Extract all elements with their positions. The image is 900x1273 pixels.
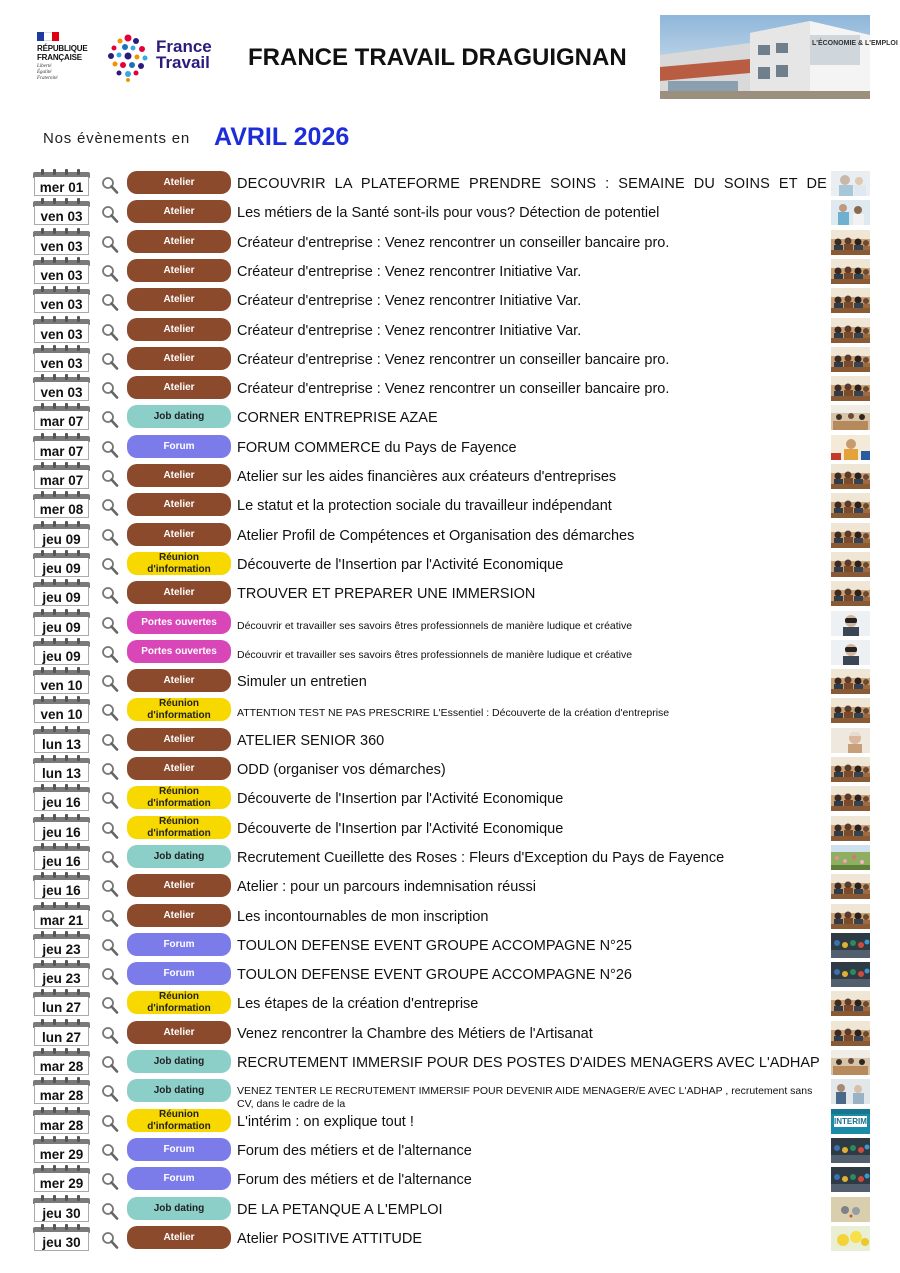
event-row[interactable] (0, 755, 900, 784)
calendar-date-icon (33, 286, 90, 313)
event-title[interactable]: Venez rencontrer la Chambre des Métiers de l'Artisanat (237, 1025, 593, 1042)
calendar-date-icon (33, 638, 90, 665)
event-thumbnail (831, 200, 870, 225)
calendar-date-icon (33, 902, 90, 929)
event-type-badge: Forum (127, 1167, 231, 1190)
event-title[interactable]: Les étapes de la création d'entreprise (237, 996, 479, 1013)
event-thumbnail (831, 1050, 870, 1075)
event-row[interactable] (0, 403, 900, 432)
calendar-date-icon (33, 726, 90, 753)
magnifier-icon[interactable] (100, 1172, 120, 1192)
calendar-date-icon (33, 667, 90, 694)
event-date: jeu 30 (42, 1205, 81, 1221)
event-title[interactable]: Découverte de l'Insertion par l'Activité Economique (237, 820, 564, 837)
event-date: mar 07 (39, 414, 84, 430)
event-date: ven 03 (40, 385, 83, 401)
magnifier-icon[interactable] (100, 410, 120, 430)
svg-text:L'ÉCONOMIE & L'EMPLOI: L'ÉCONOMIE & L'EMPLOI (812, 40, 898, 47)
event-date: ven 10 (40, 707, 83, 723)
magnifier-icon[interactable] (100, 235, 120, 255)
event-type-badge: Forum (127, 1138, 231, 1161)
calendar-date-icon (33, 198, 90, 225)
event-type-badge: Atelier (127, 493, 231, 516)
event-thumbnail (831, 786, 870, 811)
event-date: mar 28 (39, 1059, 84, 1074)
event-row[interactable] (0, 696, 900, 725)
magnifier-icon[interactable] (100, 733, 120, 753)
event-type-badge: Réunion d'information (127, 786, 231, 809)
calendar-date-icon (33, 374, 90, 401)
calendar-date-icon (33, 169, 90, 196)
event-date: lun 13 (41, 736, 81, 752)
event-title[interactable]: Atelier : pour un parcours indemnisation réussi (237, 879, 537, 896)
event-type-badge: Réunion d'information (127, 552, 231, 575)
event-type-badge: Atelier (127, 259, 231, 282)
event-thumbnail (831, 962, 870, 987)
magnifier-icon[interactable] (100, 528, 120, 548)
event-title[interactable]: Créateur d'entreprise : Venez rencontrer Initiative Var. (237, 293, 582, 310)
event-row[interactable] (0, 960, 900, 989)
event-row[interactable] (0, 374, 900, 403)
magnifier-icon[interactable] (100, 205, 120, 225)
event-date: jeu 09 (42, 531, 81, 547)
calendar-date-icon (33, 755, 90, 782)
page-header (0, 0, 900, 110)
event-row[interactable] (0, 1195, 900, 1224)
event-row[interactable] (0, 521, 900, 550)
calendar-date-icon (33, 1048, 90, 1075)
event-thumbnail (831, 1138, 870, 1163)
event-row[interactable] (0, 931, 900, 960)
event-date: mer 29 (39, 1146, 84, 1162)
event-thumbnail (831, 611, 870, 636)
event-date: ven 03 (40, 326, 83, 342)
event-date: jeu 09 (42, 648, 81, 664)
event-title[interactable]: Découverte de l'Insertion par l'Activité Economique (237, 556, 564, 573)
event-date: mer 08 (39, 502, 84, 518)
event-title[interactable]: L'intérim : on explique tout ! (237, 1113, 414, 1130)
event-date: jeu 16 (42, 883, 81, 899)
event-row[interactable] (0, 638, 900, 667)
event-date: ven 03 (40, 238, 83, 254)
event-date: jeu 09 (42, 619, 81, 635)
event-title[interactable]: Créateur d'entreprise : Venez rencontrer Initiative Var. (237, 263, 582, 280)
calendar-date-icon (33, 1136, 90, 1163)
calendar-date-icon (33, 579, 90, 606)
magnifier-icon[interactable] (100, 616, 120, 636)
france-travail-logo: France Travail (106, 32, 226, 82)
event-row[interactable] (0, 1136, 900, 1165)
calendar-date-icon (33, 960, 90, 987)
event-title[interactable]: ODD (organiser vos démarches) (237, 762, 446, 778)
agency-building-photo (660, 15, 898, 99)
event-type-badge: Job dating (127, 1197, 231, 1220)
calendar-date-icon (33, 814, 90, 841)
calendar-date-icon (33, 228, 90, 255)
event-type-badge: Atelier (127, 171, 231, 194)
calendar-date-icon (33, 462, 90, 489)
event-title[interactable]: Découverte de l'Insertion par l'Activité Economique (237, 791, 564, 808)
magnifier-icon[interactable] (100, 996, 120, 1016)
event-thumbnail (831, 493, 870, 518)
event-type-badge: Atelier (127, 874, 231, 897)
event-type-badge: Atelier (127, 669, 231, 692)
event-thumbnail (831, 874, 870, 899)
magnifier-icon[interactable] (100, 938, 120, 958)
event-date: jeu 09 (42, 560, 81, 576)
event-thumbnail (831, 318, 870, 343)
event-row[interactable] (0, 550, 900, 579)
event-title[interactable]: RECRUTEMENT IMMERSIF POUR DES POSTES D'AIDES MENAGERS AVEC L'ADHAP (237, 1055, 820, 1071)
event-title[interactable]: Créateur d'entreprise : Venez rencontrer un conseiller bancaire pro. (237, 351, 670, 368)
calendar-date-icon (33, 784, 90, 811)
event-type-badge: Atelier (127, 376, 231, 399)
event-type-badge: Job dating (127, 1079, 231, 1102)
event-thumbnail (831, 259, 870, 284)
magnifier-icon[interactable] (100, 762, 120, 782)
event-row[interactable] (0, 726, 900, 755)
event-row[interactable] (0, 345, 900, 374)
event-type-badge: Atelier (127, 904, 231, 927)
event-title[interactable]: Le statut et la protection sociale du travailleur indépendant (237, 498, 612, 515)
magnifier-icon[interactable] (100, 469, 120, 489)
event-date: jeu 16 (42, 795, 81, 811)
event-type-badge: Portes ouvertes (127, 640, 231, 663)
event-thumbnail (831, 669, 870, 694)
calendar-date-icon (33, 433, 90, 460)
event-row[interactable] (0, 462, 900, 491)
event-thumbnail (831, 640, 870, 665)
event-date: ven 10 (40, 678, 83, 694)
event-thumbnail (831, 171, 870, 196)
magnifier-icon[interactable] (100, 1202, 120, 1222)
event-row[interactable] (0, 198, 900, 227)
magnifier-icon[interactable] (100, 1231, 120, 1251)
magnifier-icon[interactable] (100, 879, 120, 899)
event-thumbnail (831, 581, 870, 606)
month-label: AVRIL 2026 (214, 123, 350, 151)
event-date: mar 21 (39, 912, 84, 928)
event-thumbnail (831, 405, 870, 430)
calendar-date-icon (33, 257, 90, 284)
event-row[interactable] (0, 902, 900, 931)
event-type-badge: Forum (127, 962, 231, 985)
magnifier-icon[interactable] (100, 498, 120, 518)
event-row[interactable] (0, 433, 900, 462)
event-title[interactable]: Atelier Profil de Compétences et Organisation des démarches (237, 527, 635, 544)
event-thumbnail (831, 1079, 870, 1104)
magnifier-icon[interactable] (100, 264, 120, 284)
event-thumbnail (831, 347, 870, 372)
event-type-badge: Atelier (127, 581, 231, 604)
magnifier-icon[interactable] (100, 791, 120, 811)
event-type-badge: Atelier (127, 1021, 231, 1044)
event-row[interactable] (0, 169, 900, 198)
event-title[interactable]: FORUM COMMERCE du Pays de Fayence (237, 439, 517, 456)
event-row[interactable] (0, 609, 900, 638)
magnifier-icon[interactable] (100, 176, 120, 196)
event-row[interactable] (0, 316, 900, 345)
event-thumbnail (831, 845, 870, 870)
event-type-badge: Job dating (127, 405, 231, 428)
event-thumbnail (831, 230, 870, 255)
calendar-date-icon (33, 843, 90, 870)
event-title[interactable]: Créateur d'entreprise : Venez rencontrer Initiative Var. (237, 322, 582, 339)
calendar-date-icon (33, 550, 90, 577)
event-thumbnail (831, 552, 870, 577)
event-title[interactable]: Les métiers de la Santé sont-ils pour vous? Détection de potentiel (237, 205, 660, 222)
calendar-date-icon (33, 403, 90, 430)
magnifier-icon[interactable] (100, 352, 120, 372)
event-type-badge: Atelier (127, 200, 231, 223)
event-date: ven 03 (40, 267, 83, 283)
event-thumbnail (831, 1109, 870, 1134)
event-thumbnail (831, 1167, 870, 1192)
event-date: jeu 16 (42, 824, 81, 840)
france-travail-dots-icon (106, 32, 150, 82)
magnifier-icon[interactable] (100, 1084, 120, 1104)
event-type-badge: Atelier (127, 1226, 231, 1249)
event-thumbnail (831, 757, 870, 782)
event-row[interactable] (0, 784, 900, 813)
magnifier-icon[interactable] (100, 323, 120, 343)
event-type-badge: Réunion d'information (127, 991, 231, 1014)
event-row[interactable] (0, 579, 900, 608)
calendar-date-icon (33, 609, 90, 636)
month-intro: Nos évènements en (43, 130, 191, 147)
event-title[interactable]: TOULON DEFENSE EVENT GROUPE ACCOMPAGNE N°25 (237, 937, 632, 954)
event-type-badge: Job dating (127, 1050, 231, 1073)
event-row[interactable] (0, 257, 900, 286)
calendar-date-icon (33, 521, 90, 548)
event-date: mer 29 (39, 1176, 84, 1192)
event-title[interactable]: ATELIER SENIOR 360 (237, 732, 385, 749)
event-date: mer 01 (39, 180, 84, 195)
event-date: jeu 16 (42, 853, 81, 869)
event-title[interactable]: Atelier POSITIVE ATTITUDE (237, 1230, 423, 1247)
event-row[interactable] (0, 491, 900, 520)
event-thumbnail (831, 523, 870, 548)
event-date: mar 28 (39, 1088, 84, 1104)
republique-francaise-logo: RÉPUBLIQUE FRANÇAISE Liberté Égalité Fraternité (37, 32, 97, 82)
event-row[interactable] (0, 286, 900, 315)
event-thumbnail (831, 1197, 870, 1222)
calendar-date-icon (33, 1165, 90, 1192)
event-title[interactable]: Forum des métiers et de l'alternance (237, 1142, 472, 1159)
magnifier-icon[interactable] (100, 586, 120, 606)
event-date: mar 07 (39, 473, 84, 488)
magnifier-icon[interactable] (100, 967, 120, 987)
event-title[interactable]: TOULON DEFENSE EVENT GROUPE ACCOMPAGNE N°26 (237, 967, 632, 984)
event-row[interactable] (0, 228, 900, 257)
event-thumbnail (831, 991, 870, 1016)
calendar-date-icon (33, 1077, 90, 1104)
event-date: jeu 09 (42, 590, 81, 606)
event-row[interactable] (0, 1165, 900, 1194)
magnifier-icon[interactable] (100, 909, 120, 929)
event-type-badge: Atelier (127, 757, 231, 780)
event-title[interactable]: Créateur d'entreprise : Venez rencontrer un conseiller bancaire pro. (237, 234, 670, 251)
event-type-badge: Atelier (127, 288, 231, 311)
event-type-badge: Réunion d'information (127, 698, 231, 721)
event-thumbnail (831, 435, 870, 460)
event-type-badge: Portes ouvertes (127, 611, 231, 634)
calendar-date-icon (33, 989, 90, 1016)
event-thumbnail (831, 816, 870, 841)
french-flag-icon (37, 32, 59, 41)
event-row[interactable] (0, 872, 900, 901)
event-thumbnail (831, 1226, 870, 1251)
event-title[interactable]: Découvrir et travailler ses savoirs êtres professionnels de manière ludique et créative (237, 648, 633, 661)
event-date: ven 03 (40, 297, 83, 313)
event-title[interactable]: Découvrir et travailler ses savoirs êtres professionnels de manière ludique et créative (237, 619, 633, 632)
event-row[interactable] (0, 1077, 900, 1111)
event-row[interactable] (0, 843, 900, 872)
event-date: ven 03 (40, 355, 83, 371)
event-row[interactable] (0, 814, 900, 843)
page-title: FRANCE TRAVAIL DRAGUIGNAN (248, 44, 627, 71)
event-title[interactable]: VENEZ TENTER LE RECRUTEMENT IMMERSIF POUR DEVENIR AIDE MENAGER/E AVEC L'ADHAP , recrutement sans CV, dans le cadre de la (237, 1085, 813, 1111)
magnifier-icon[interactable] (100, 645, 120, 665)
event-type-badge: Atelier (127, 347, 231, 370)
calendar-date-icon (33, 316, 90, 343)
magnifier-icon[interactable] (100, 557, 120, 577)
event-title[interactable]: Les incontournables de mon inscription (237, 908, 489, 925)
magnifier-icon[interactable] (100, 1026, 120, 1046)
interim-label: INTERIM (834, 1116, 867, 1126)
calendar-date-icon (33, 872, 90, 899)
event-date: lun 27 (41, 1000, 81, 1016)
event-thumbnail (831, 933, 870, 958)
event-thumbnail (831, 464, 870, 489)
event-row[interactable] (0, 989, 900, 1018)
event-type-badge: Réunion d'information (127, 1109, 231, 1132)
magnifier-icon[interactable] (100, 293, 120, 313)
calendar-date-icon (33, 1195, 90, 1222)
event-date: jeu 23 (42, 971, 81, 987)
event-date: jeu 30 (42, 1234, 81, 1250)
calendar-date-icon (33, 345, 90, 372)
event-date: jeu 23 (42, 941, 81, 957)
event-type-badge: Atelier (127, 230, 231, 253)
event-row[interactable] (0, 1107, 900, 1136)
calendar-date-icon (33, 696, 90, 723)
magnifier-icon[interactable] (100, 1055, 120, 1075)
event-date: lun 13 (41, 766, 81, 781)
event-title[interactable]: CORNER ENTREPRISE AZAE (237, 410, 438, 427)
event-title[interactable]: DECOUVRIR LA PLATEFORME PRENDRE SOINS : SEMAINE DU SOINS ET DE (237, 176, 827, 192)
event-title[interactable]: Recrutement Cueillette des Roses : Fleurs d'Exception du Pays de Fayence (237, 849, 725, 866)
event-title[interactable]: Simuler un entretien (237, 674, 367, 691)
event-title[interactable]: Forum des métiers et de l'alternance (237, 1172, 472, 1189)
event-title[interactable]: Atelier sur les aides financières aux créateurs d'entreprises (237, 469, 617, 485)
event-title[interactable]: TROUVER ET PREPARER UNE IMMERSION (237, 586, 536, 603)
event-title[interactable]: DE LA PETANQUE A L'EMPLOI (237, 1201, 443, 1218)
event-date: mar 07 (39, 443, 84, 459)
magnifier-icon[interactable] (100, 703, 120, 723)
calendar-date-icon (33, 1019, 90, 1046)
magnifier-icon[interactable] (100, 1114, 120, 1134)
magnifier-icon[interactable] (100, 821, 120, 841)
event-row[interactable] (0, 1019, 900, 1048)
event-row[interactable] (0, 667, 900, 696)
event-row[interactable] (0, 1048, 900, 1077)
event-type-badge: Forum (127, 933, 231, 956)
event-thumbnail (831, 376, 870, 401)
calendar-date-icon (33, 1224, 90, 1251)
event-title[interactable]: Créateur d'entreprise : Venez rencontrer un conseiller bancaire pro. (237, 381, 670, 398)
calendar-date-icon (33, 491, 90, 518)
event-type-badge: Forum (127, 435, 231, 458)
event-type-badge: Réunion d'information (127, 816, 231, 839)
event-type-badge: Job dating (127, 845, 231, 868)
event-date: lun 27 (41, 1029, 81, 1045)
calendar-date-icon (33, 1107, 90, 1134)
magnifier-icon[interactable] (100, 1143, 120, 1163)
event-thumbnail (831, 904, 870, 929)
magnifier-icon[interactable] (100, 440, 120, 460)
event-type-badge: Atelier (127, 464, 231, 487)
event-thumbnail (831, 288, 870, 313)
event-type-badge: Atelier (127, 728, 231, 751)
magnifier-icon[interactable] (100, 674, 120, 694)
event-thumbnail (831, 728, 870, 753)
event-thumbnail (831, 698, 870, 723)
magnifier-icon[interactable] (100, 850, 120, 870)
calendar-date-icon (33, 931, 90, 958)
event-type-badge: Atelier (127, 523, 231, 546)
event-type-badge: Atelier (127, 318, 231, 341)
event-row[interactable] (0, 1224, 900, 1253)
magnifier-icon[interactable] (100, 381, 120, 401)
event-title[interactable]: ATTENTION TEST NE PAS PRESCRIRE L'Essentiel : Découverte de la création d'entreprise (237, 707, 670, 720)
event-date: ven 03 (40, 209, 83, 225)
event-date: mar 28 (39, 1117, 84, 1133)
event-thumbnail (831, 1021, 870, 1046)
